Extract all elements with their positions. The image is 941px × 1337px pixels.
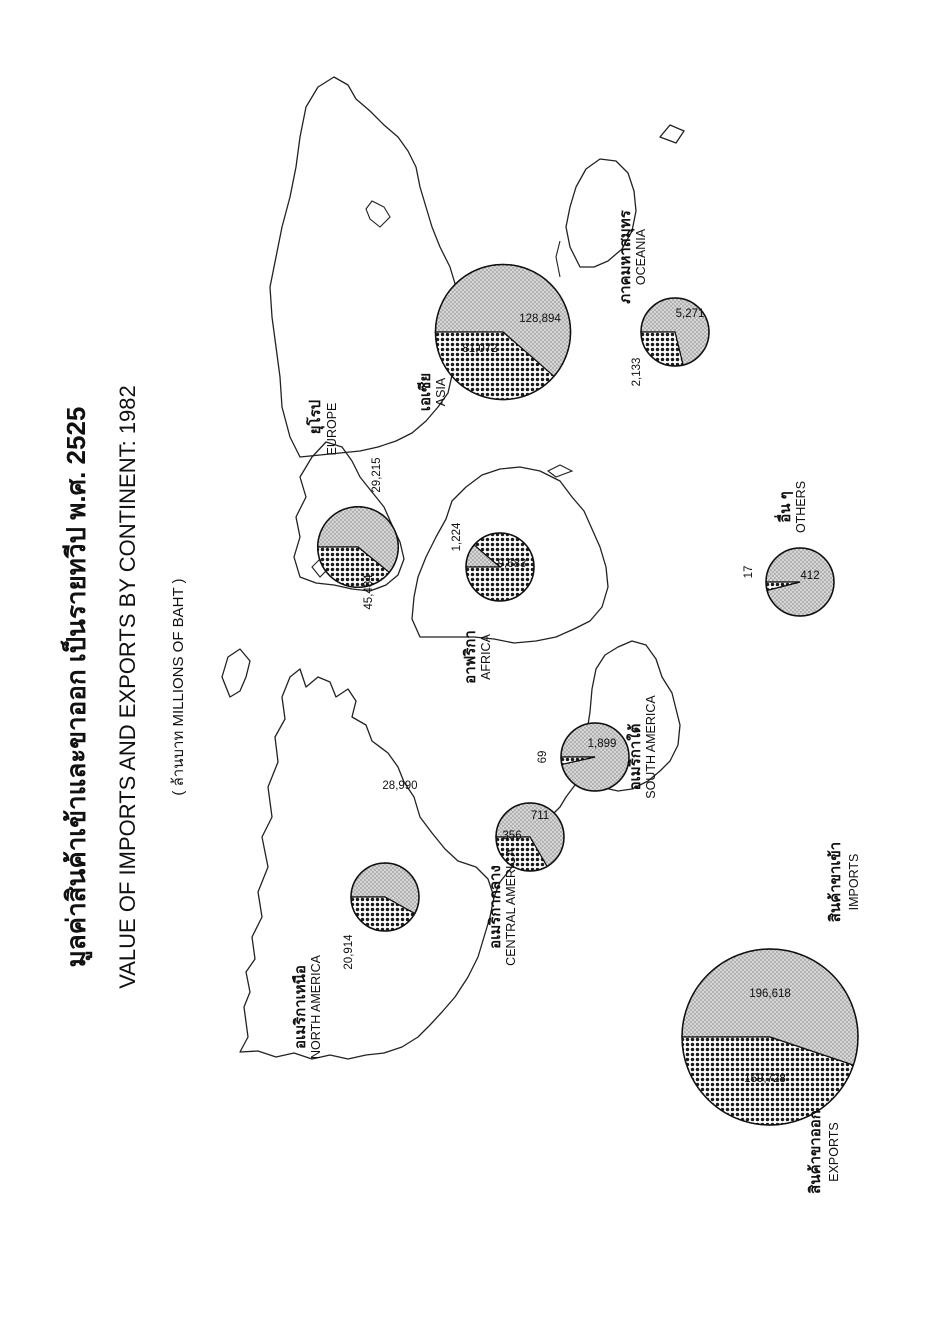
oceania-exports-slice — [641, 332, 683, 366]
europe-exports-value: 29,215 — [371, 457, 383, 493]
south-america-imports-value: 1,899 — [587, 738, 617, 750]
north-america-imports-value: 28,990 — [382, 780, 418, 792]
title-thai: มูลค่าสินค้าเข้าและขาออก เป็นรายทวีป พ.ศ. 2525 — [61, 406, 91, 968]
africa-imports-value: 1,224 — [451, 522, 463, 552]
asia-imports-value: 128,894 — [519, 313, 561, 325]
oceania-name-english: OCEANIA — [634, 228, 648, 286]
others-imports-value: 412 — [800, 570, 820, 582]
north-america-pie-group — [291, 780, 419, 1059]
asia-pie-group — [417, 264, 571, 411]
others-name-thai: อื่น ๆ — [777, 491, 794, 523]
south-america-name-thai: อเมริกาใต้ — [627, 723, 644, 791]
others-pie-group — [743, 481, 834, 616]
legend-exports-value: 159,728 — [744, 1073, 786, 1085]
africa-name-english: AFRICA — [479, 634, 493, 680]
legend-imports-english: IMPORTS — [847, 853, 861, 911]
asia-name-thai: เอเซีย — [417, 372, 434, 412]
central-america-name-thai: อเมริกากลาง — [487, 865, 504, 949]
central-america-imports-value: 711 — [530, 810, 550, 822]
title-english: VALUE OF IMPORTS AND EXPORTS BY CONTINENT: 1982 — [115, 385, 140, 989]
africa-pie-group — [451, 522, 534, 684]
others-exports-value: 17 — [743, 565, 755, 579]
legend-pie — [682, 842, 861, 1194]
world-map-outline-icon — [222, 77, 684, 1059]
legend-pie-chart — [682, 949, 858, 1125]
north-america-exports-value: 20,914 — [343, 934, 355, 970]
others-name-english: OTHERS — [794, 480, 808, 534]
africa-exports-value: 9,683 — [497, 558, 527, 570]
legend-imports-thai: สินค้าขาเข้า — [827, 841, 844, 923]
south-america-exports-value: 69 — [537, 750, 549, 764]
oceania-imports-value: 5,271 — [675, 308, 705, 320]
legend-imports-value: 196,618 — [749, 988, 791, 1000]
asia-name-english: ASIA — [434, 377, 448, 407]
asia-exports-value: 81,072 — [462, 343, 498, 355]
europe-imports-value: 45,484 — [363, 574, 375, 610]
coast-new-zealand — [660, 125, 684, 143]
south-america-pie-group — [537, 695, 658, 799]
oceania-pie-group — [617, 209, 709, 386]
oceania-exports-value: 2,133 — [631, 357, 643, 387]
coast-north-america — [240, 669, 494, 1059]
coast-greenland — [222, 649, 250, 697]
europe-name-english: EUROPE — [325, 402, 339, 456]
legend-exports-english: EXPORTS — [827, 1122, 841, 1182]
oceania-name-thai: ภาคมหาสมุทร — [617, 210, 634, 304]
island-japan — [366, 201, 390, 227]
africa-name-thai: อาฟริกา — [462, 630, 479, 684]
north-america-name-thai: อเมริกาเหนือ — [292, 965, 309, 1049]
europe-name-thai: ยุโรป — [307, 399, 324, 435]
europe-pie-group — [305, 400, 398, 610]
central-america-name-english: CENTRAL AMERICA — [504, 848, 518, 966]
legend-exports-thai: สินค้าขาออก — [807, 1110, 824, 1194]
unit-label: ( ล้านบาท MILLIONS OF BAHT ) — [170, 578, 187, 796]
south-america-name-english: SOUTH AMERICA — [644, 695, 658, 799]
north-america-name-english: NORTH AMERICA — [309, 955, 323, 1059]
central-america-exports-value: 356 — [502, 830, 522, 842]
island-madagascar — [548, 465, 572, 477]
central-america-pie-group — [486, 803, 564, 966]
